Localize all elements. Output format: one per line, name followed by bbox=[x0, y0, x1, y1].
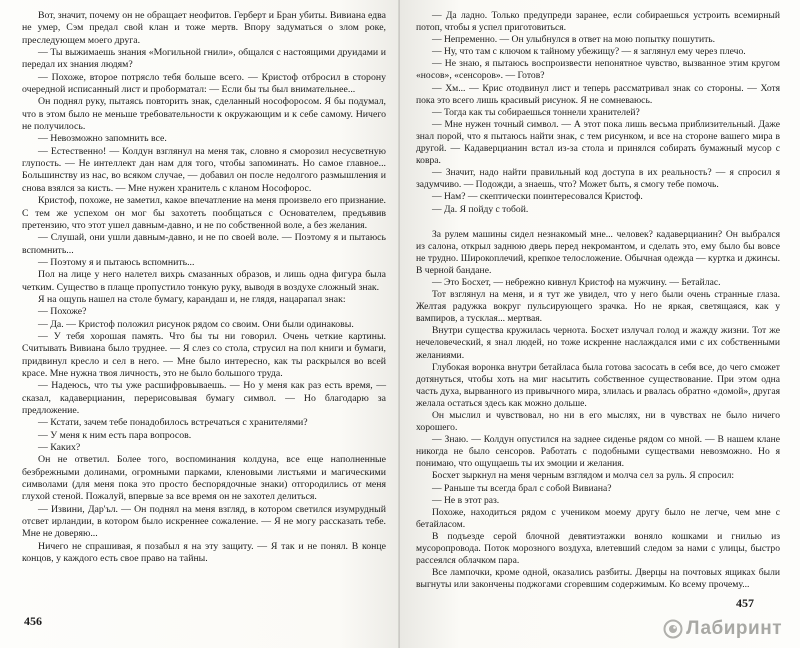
right-page bbox=[400, 0, 800, 648]
paragraph: Босхет зыркнул на меня черным взглядом и молча сел за руль. Я спросил: bbox=[432, 470, 735, 482]
paragraph: — Нам? — скептически поинтересовался Кристоф. bbox=[432, 191, 643, 203]
paragraph: — У тебя хорошая память. Что бы ты ни говорил. Очень четкие картины. Считывать Вивиана было труднее. — Я слез со стола, струсил на пол книги и бумаги, придвинул кресло и сел в него. — Мне было интересно, как ты раскрылся во всей красе. Мне нужна твоя личность, это не было большого труда. bbox=[22, 330, 386, 379]
watermark-brand-text: Лабиринт bbox=[686, 618, 782, 639]
paragraph: — Извини, Дар'ъл. — Он поднял на меня взгляд, в котором светился изумрудный отсвет ирландии, в котором было искреннее сожаление. — Я не могу рассказать тебе. Мне не доверяю... bbox=[22, 503, 386, 540]
paragraph: Внутри существа кружилась чернота. Босхет излучал голод и жажду жизни. Тот же нечеловеческий, я знал людей, но тоже искренне наслаждался ими с их собственными желаниями. bbox=[416, 325, 780, 361]
paragraph: Пол на лице у него налетел вихрь смазанных образов, и лишь одна фигура была четким. Существо в плаще пропустило тонкую руку, выводя в воздухе сложный знак. bbox=[22, 269, 386, 293]
paragraph: Я на ощупь нашел на столе бумагу, карандаш и, не глядя, нацарапал знак: bbox=[38, 293, 346, 305]
paragraph: — Хм... — Крис отодвинул лист и теперь рассматривал знак со стороны. — Хотя пока это всего лишь красивый рисунок. Я не сомневаюсь. bbox=[416, 82, 780, 106]
right-page-text bbox=[416, 10, 780, 591]
paragraph: — Не знаю, я пытаюсь воспроизвести непонятное чувство, вызванное этим кругом «носов», «сенсоров». — Готов? bbox=[416, 58, 780, 82]
paragraph: В подъезде серой блочной девятиэтажки воняло кошками и гнилью из мусоропровода. Поток морозного воздуха, влетевший следом за нами с улицы, быстро рассеялся облачком пара. bbox=[416, 530, 780, 567]
paragraph: — Непременно. — Он улыбнулся в ответ на мою попытку пошутить. bbox=[432, 34, 716, 46]
paragraph: Кристоф, похоже, не заметил, какое впечатление на меня произвело его признание. С тем же успехом он мог бы захотеть пообщаться с Основателем, предъявив претензию, что этот ушел давным-давно, и не по собственной воле, а без желания. bbox=[22, 195, 386, 231]
paragraph: — Значит, надо найти правильный код доступа в их реальность? — я спросил я задумчиво. — Подожди, а знаешь, что? Может быть, я смогу тебе помочь. bbox=[416, 167, 780, 191]
paragraph: Он не ответил. Более того, воспоминания колдуна, все еще наполненные безбрежными долинами, огромными парками, кленовыми листьями и магическими символами (для меня пока это просто беспорядочные знаки) отгородились от меня глухой стеной. Пожалуй, впервые за все время он не захотел делиться. bbox=[22, 454, 386, 503]
paragraph: Похоже, находиться рядом с учеником моему другу было не легче, чем мне с бетайласом. bbox=[416, 506, 780, 530]
paragraph: — Да ладно. Только предупреди заранее, если собираешься устроить всемирный потоп, чтобы я успел приготовиться. bbox=[416, 10, 780, 34]
paragraph: Вот, значит, почему он не обращает неофитов. Герберт и Бран убиты. Вивиана едва не умер, Сэм предал свой клан и тоже мертв. Впору задуматься о злом роке, преследующем моего друга. bbox=[22, 10, 386, 46]
paragraph: — Ну, что там с ключом к тайному убежищу? — я заглянул ему через плечо. bbox=[432, 46, 746, 58]
paragraph: — Тогда как ты собираешься тоннели хранителей? bbox=[432, 106, 640, 118]
paragraph: — Естественно! — Колдун взглянул на меня так, словно я сморозил несусветную глупость. — Не интеллект дан нам для того, чтобы запоминать. Но самое главное... Большинству из нас, во всяком случае, — добавил он после недолгого размышления и снова взялся за кисть. — Мне нужен хранитель с кланом Нософорос. bbox=[22, 145, 386, 194]
paragraph: За рулем машины сидел незнакомый мне... человек? кадаверцианин? Он выбрался из салона, открыл заднюю дверь перед некромантом, и сделать это, ему было бы вовсе не трудно. Широкоплечий, крепкое телосложение. Обычная одежда — куртка и джинсы. В черной бандане. bbox=[416, 228, 780, 276]
paragraph: — Поэтому я и пытаюсь вспомнить... bbox=[38, 256, 195, 268]
paragraph: — Да. — Кристоф положил рисунок рядом со своим. Они были одинаковы. bbox=[38, 318, 354, 330]
paragraph: Ничего не спрашивая, я позабыл я на эту защиту. — Я так и не понял. В конце концов, у каждого есть свое право на тайны. bbox=[22, 540, 386, 565]
paragraph: — Ты выжимаешь знания «Могильной гнили», общался с настоящими друидами и передал их знания людям? bbox=[22, 47, 386, 71]
right-page-number: 457 bbox=[736, 596, 754, 610]
paragraph: Он поднял руку, пытаясь повторить знак, сделанный нософоросом. Я бы подумал, что в этом было не меньше требовательности к окружающим и к себе самому. Ничего не получилось. bbox=[22, 96, 386, 133]
paragraph: — Мне нужен точный символ. — А этот пока лишь весьма приблизительный. Даже знал порой, что я пытаюсь найти знак, с тем рисунком, и все на стороне вашего мира в другой. — Кадаверцианин встал из-за стола и принялся собирать бумажный мусор с ковра. bbox=[416, 118, 780, 167]
paragraph: — Не в этот раз. bbox=[432, 494, 500, 506]
paragraph: — Каких? bbox=[38, 442, 81, 454]
paragraph: Глубокая воронка внутри бетайласа была готова засосать в себя все, до чего сможет дотянуться, чтобы хоть на миг насытить собственное существование. При этом одна часть духа, вырванного из привычного мира, злилась и рвалась обратно «домой», другая желала остаться здесь как можно дольше. bbox=[416, 361, 780, 409]
left-page-text bbox=[22, 10, 386, 565]
paragraph: — У меня к ним есть пара вопросов. bbox=[38, 429, 192, 441]
paragraph: — Раньше ты всегда брал с собой Вивиана? bbox=[432, 482, 612, 494]
watermark-logo bbox=[663, 618, 782, 640]
left-page-number: 456 bbox=[24, 614, 42, 628]
paragraph: Все лампочки, кроме одной, оказались разбиты. Дверцы на почтовых ящиках были выгнуты или закончены поджогами сгоревшим содержимым. Ко всему прочему... bbox=[416, 567, 780, 591]
labirint-eye-logo-icon bbox=[663, 619, 683, 639]
paragraph: — Похоже? bbox=[38, 306, 87, 318]
paragraph: — Похоже, второе потрясло тебя больше всего. — Кристоф отбросил в сторону очередной исписанный лист и проборматал: — Если бы ты был внимательнее... bbox=[22, 71, 386, 96]
paragraph: — Кстати, зачем тебе понадобилось встречаться с хранителями? bbox=[38, 417, 308, 429]
paragraph: — Невозможно запомнить все. bbox=[38, 133, 167, 145]
paragraph: — Надеюсь, что ты уже расшифровываешь. — Но у меня как раз есть время, — сказал, кадаверцианин, перерисовывая бумагу символ. — Но благодарю за предложение. bbox=[22, 380, 386, 416]
paragraph: Тот взглянул на меня, и я тут же увидел, что у него были очень странные глаза. Желтая радужка вокруг пульсирующего зрачка. Но не яркая, светящаяся, как у вампиров, а тусклая... мертвая. bbox=[416, 289, 780, 325]
paragraph: — Да. Я пойду с тобой. bbox=[432, 203, 529, 215]
paragraph: — Это Босхет, — небрежно кивнул Кристоф на мужчину. — Бетайлас. bbox=[432, 276, 721, 288]
paragraph: — Знаю. — Колдун опустился на заднее сиденье рядом со мной. — В нашем клане никогда не было сенсоров. Работать с подобными существами невозможно. Но я понимаю, что ощущаешь ты их эмоции и желания. bbox=[416, 434, 780, 470]
paragraph: — Слушай, они ушли давным-давно, и не по своей воле. — Поэтому я и пытаюсь вспомнить... bbox=[22, 232, 386, 256]
paragraph: Он мыслил и чувствовал, но ни в его мыслях, ни в чувствах не было ничего хорошего. bbox=[416, 410, 780, 434]
